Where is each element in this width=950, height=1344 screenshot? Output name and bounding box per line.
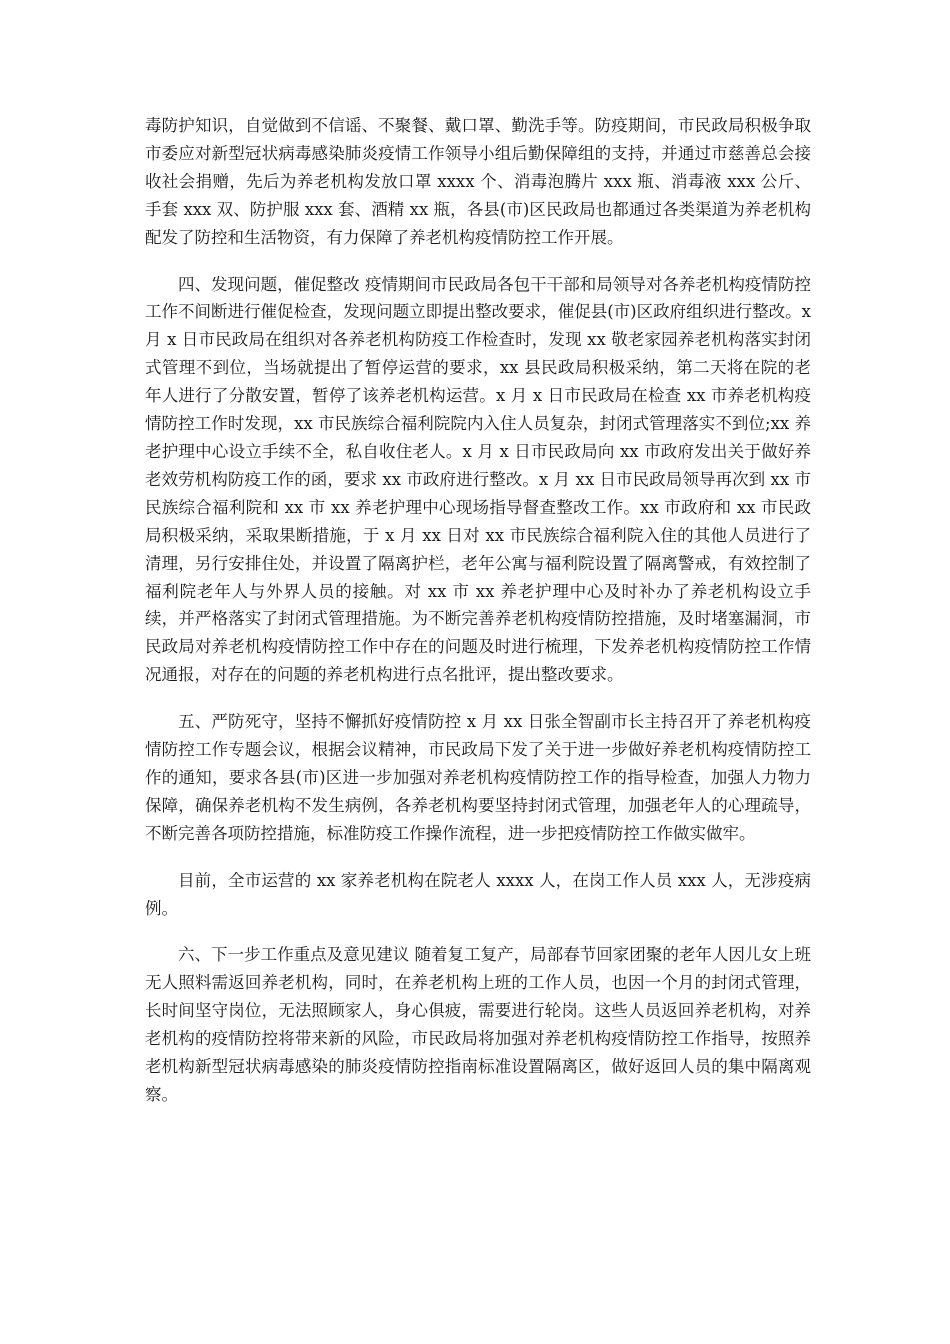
paragraph-section-six: 六、下一步工作重点及意见建议 随着复工复产，局部春节回家团聚的老年人因儿女上班无人照料需返回养老机构，同时，在养老机构上班的工作人员，也因一个月的封闭式管理，长时间坚守岗位，无法照顾家人，身心俱疲，需要进行轮岗。这些人员返回养老机构，对养老机构的疫情防控将带来新的风险，市民政局将加强对养老机构疫情防控工作指导，按照养老机构新型冠状病毒感染的肺炎疫情防控指南标准设置隔离区，做好返回人员的集中隔离观察。 [145, 945, 811, 1104]
paragraph-current-status: 目前，全市运营的 xx 家养老机构在院老人 xxxx 人，在岗工作人员 xxx 人，无涉疫病例。 [145, 870, 811, 918]
paragraph-section-five: 五、严防死守，坚持不懈抓好疫情防控 x 月 xx 日张全智副市长主持召开了养老机构疫情防控工作专题会议，根据会议精神，市民政局下发了关于进一步做好养老机构疫情防控工作的通知，要求各县(市)区进一步加强对养老机构疫情防控工作的指导检查，加强人力物力保障，确保养老机构不发生病例，各养老机构要坚持封闭式管理，加强老年人的心理疏导，不断完善各项防控措施，标准防疫工作操作流程，进一步把疫情防控工作做实做牢。 [145, 712, 811, 843]
document-body [145, 112, 811, 1109]
paragraph-continuation: 毒防护知识，自觉做到不信谣、不聚餐、戴口罩、勤洗手等。防疫期间，市民政局积极争取市委应对新型冠状病毒感染肺炎疫情工作领导小组后勤保障组的支持，并通过市慈善总会接收社会捐赠，先后为养老机构发放口罩 xxxx 个、消毒泡腾片 xxx 瓶、消毒液 xxx 公斤、手套 xxx 双、防护服 xxx 套、酒精 xx 瓶，各县(市)区民政局也都通过各类渠道为养老机构配发了防控和生活物资，有力保障了养老机构疫情防控工作开展。 [145, 116, 811, 247]
paragraph-section-four: 四、发现问题，催促整改 疫情期间市民政局各包干干部和局领导对各养老机构疫情防控工作不间断进行催促检查，发现问题立即提出整改要求，催促县(市)区政府组织进行整改。x 月 x 日市民政局在组织对各养老机构防疫工作检查时，发现 xx 敬老家园养老机构落实封闭式管理不到位，当场就提出了暂停运营的要求，xx 县民政局积极采纳，第二天将在院的老年人进行了分散安置，暂停了该养老机构运营。x 月 x 日市民政局在检查 xx 市养老机构疫情防控工作时发现，xx 市民族综合福利院院内入住人员复杂，封闭式管理落实不到位;xx 养老护理中心设立手续不全，私自收住老人。x 月 x 日市民政局向 xx 市政府发出关于做好养老效劳机构防疫工作的函，要求 xx 市政府进行整改。x 月 xx 日市民政局领导再次到 xx 市民族综合福利院和 xx 市 xx 养老护理中心现场指导督查整改工作。xx 市政府和 xx 市民政局积极采纳，采取果断措施，于 x 月 xx 日对 xx 市民族综合福利院入住的其他人员进行了清理，另行安排住处，并设置了隔离护栏，老年公寓与福利院设置了隔离警戒，有效控制了福利院老年人与外界人员的接触。对 xx 市 xx 养老护理中心及时补办了养老机构设立手续，并严格落实了封闭式管理措施。为不断完善养老机构疫情防控措施，及时堵塞漏洞，市民政局对养老机构疫情防控工作中存在的问题及时进行梳理，下发养老机构疫情防控工作情况通报，对存在的问题的养老机构进行点名批评，提出整改要求。 [145, 274, 811, 685]
